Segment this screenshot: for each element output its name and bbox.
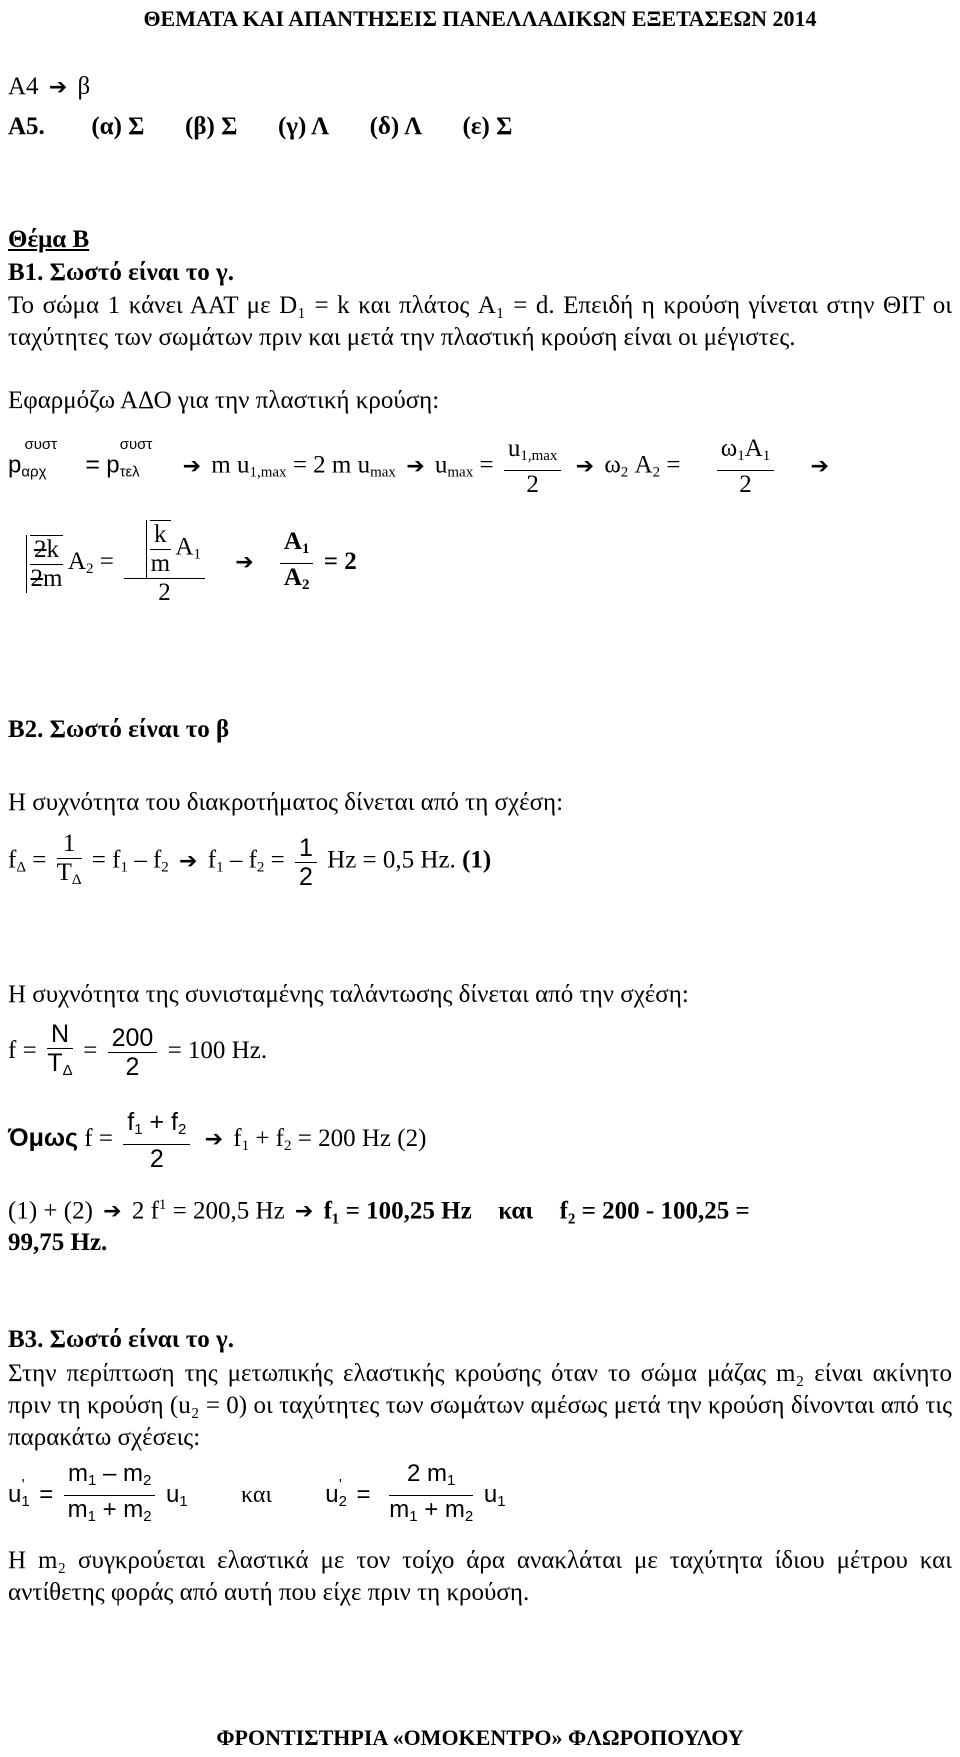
momentum-equation: $p_{\alpha\rho\chi}^{\sigma\upsilon\sigma\tau} = p_{\tau\varepsilon\lambda}^{\sigma\upsilon\sigma\tau}$ ➔ m $u_{1,max} = 2$ m $u_{max}$ ➔ $u_{max}$ = $\frac{u_{1,max}}{2}$ ➔ $\omega_2$ $A_2$ = $\frac{\omega_1A_1}{2}$ ➔ xyxy=(8,435,829,498)
arrow-icon: ➔ xyxy=(48,75,68,100)
and-word: και xyxy=(498,1197,534,1225)
section-title: Θέμα Β xyxy=(8,226,90,253)
b1-paragraph: Το σώμα 1 κάνει ΑΑΤ με D₁ = k και πλάτος A₁ = d. Επειδή η κρούση γίνεται στην ΘΙΤ οι ταχύτητες των σωμάτων πριν και μετά την πλαστική κρούση είναι οι μέγιστες. xyxy=(8,292,952,351)
sum-value: = 200,5 Hz xyxy=(172,1197,285,1225)
b3-paragraph: Στην περίπτωση της μετωπικής ελαστικής κρούσης όταν το σώμα μάζας m₂ είναι ακίνητο πριν τη κρούση (u₂ = 0) οι ταχύτητες των σωμάτων αμέσως μετά την κρούση δίνονται από τις παρακάτω σχέσεις: xyxy=(8,1360,952,1451)
arrow-icon: ➔ xyxy=(204,1127,223,1153)
amplitude-equation: $\frac{2k}{2m}$ $A_2$ = $\frac{k}{m}$ $A_1$ 2 ➔ $\frac{A_1}{A_2}$ = 2 xyxy=(8,520,357,607)
omos-label: Όμως xyxy=(8,1124,79,1153)
answer-a4 xyxy=(8,72,90,103)
b1-apply-line: Εφαρμόζω ΑΔΟ για την πλαστική κρούση: xyxy=(8,387,440,414)
a5-item: (α) Σ xyxy=(91,113,145,140)
f2-result: f₂ = 200 - 100,25 = xyxy=(559,1197,750,1225)
f1-result: f₁ = 100,25 Hz xyxy=(323,1197,472,1225)
b2-line1: Η συχνότητα του διακροτήματος δίνεται από τη σχέση: xyxy=(8,789,564,816)
arrow-icon: ➔ xyxy=(179,848,198,874)
a4-label: Α4 xyxy=(8,73,39,100)
a5-label: Α5. xyxy=(8,113,45,140)
a5-item: (ε) Σ xyxy=(462,113,513,140)
omos-equation: Όμως f = $\frac{f_1 + f_2}{2}$ ➔ $f_1 + f_2 = 200$ Hz (2) xyxy=(8,1108,427,1173)
page-footer: ΦΡΟΝΤΙΣΤΗΡΙΑ «ΟΜΟΚΕΝΤΡΟ» ΦΛΩΡΟΠΟΥΛΟΥ xyxy=(216,1725,744,1750)
arrow-icon: ➔ xyxy=(810,453,829,479)
f2-value: 99,75 Hz. xyxy=(8,1229,108,1256)
b3-heading: Β3. Σωστό είναι το γ. xyxy=(8,1326,234,1353)
arrow-icon: ➔ xyxy=(103,1199,122,1225)
b2-line2: Η συχνότητα της συνισταμένης ταλάντωσης δίνεται από την σχέση: xyxy=(8,981,689,1008)
b1-heading: Β1. Σωστό είναι το γ. xyxy=(8,259,234,286)
arrow-icon: ➔ xyxy=(182,453,202,479)
sum-term: 2 f xyxy=(131,1197,159,1225)
sum-label: (1) + (2) xyxy=(8,1197,93,1225)
b2-heading: Β2. Σωστό είναι το β xyxy=(8,716,230,743)
arrow-icon: ➔ xyxy=(294,1199,314,1225)
a4-answer: β xyxy=(77,73,91,100)
resultant-frequency-equation: f = $\frac{N}{T_\Delta}$ = $\frac{200}{2}$ = 100 Hz. xyxy=(8,1020,268,1081)
b3-closing: Η m₂ συγκρούεται ελαστικά με τον τοίχο άρα ανακλάται με ταχύτητα ίδιου μέτρου και αντίθετης φοράς από αυτή που είχε πριν τη κρούση. xyxy=(8,1547,952,1606)
arrow-icon: ➔ xyxy=(235,550,254,576)
arrow-icon: ➔ xyxy=(575,453,595,479)
arrow-icon: ➔ xyxy=(406,453,425,479)
elastic-collision-equation: $u_1'$ = $\frac{m_1 - m_2}{m_1 + m_2}$ $u_1$ και $u_2'$ = $\frac{2 m_1}{m_1 + m_2}$ $u_1$ xyxy=(8,1460,506,1525)
a5-item: (δ) Λ xyxy=(369,113,422,140)
and-word: και xyxy=(241,1481,272,1508)
beat-frequency-equation: $f_\Delta$ = $\frac{1}{T_\Delta}$ = $f_1 - f_2$ ➔ $f_1 - f_2$ = $\frac{1}{2}$ Hz = 0,5 Hz. (1) xyxy=(8,830,492,891)
sum-equation: (1) + (2) ➔ 2 $f^1 = 200,5$ Hz ➔ f₁ = 100,25 Hz και f₂ = 200 - 100,25 = xyxy=(8,1197,750,1225)
a5-item: (β) Σ xyxy=(185,113,238,140)
answer-a5 xyxy=(8,112,512,142)
page-header: ΘΕΜΑΤΑ ΚΑΙ ΑΠΑΝΤΗΣΕΙΣ ΠΑΝΕΛΛΑΔΙΚΩΝ ΕΞΕΤΑΣΕΩΝ 2014 xyxy=(143,6,817,31)
a5-item: (γ) Λ xyxy=(277,113,330,140)
